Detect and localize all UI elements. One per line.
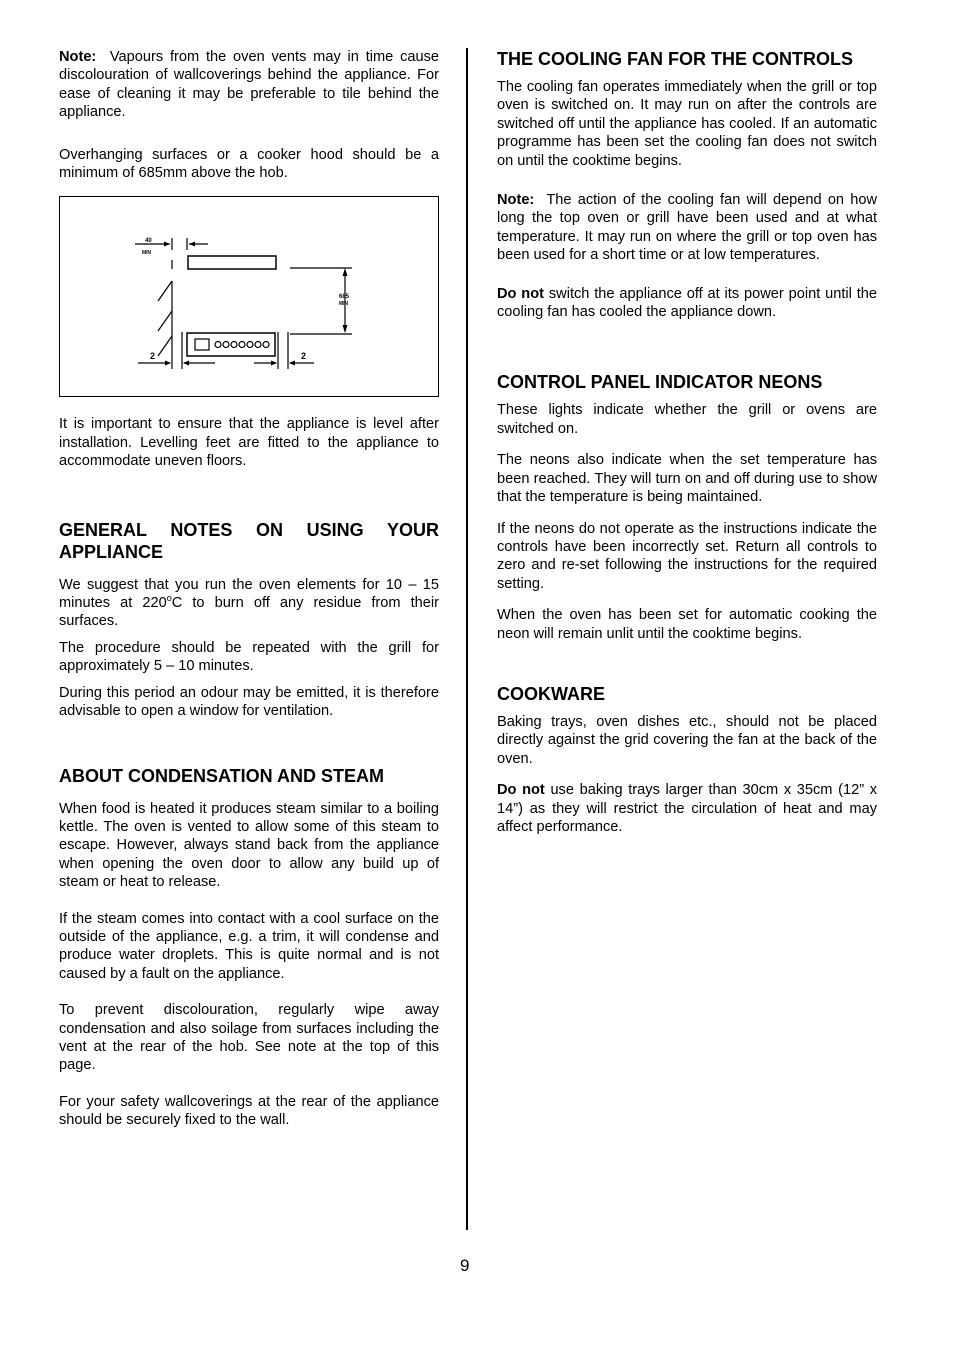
arrow-icon (183, 361, 189, 366)
arrow-icon (271, 361, 277, 366)
dim-40-min-label: MIN (142, 250, 152, 257)
cookware-heading: COOKWARE (497, 683, 605, 704)
general-p3: During this period an odour may be emitted, it is therefore advisable to open a window for ventilation. (59, 684, 439, 720)
dim-2-left-label: 2 (150, 351, 156, 362)
cond-p3: To prevent discolouration, regularly wipe away condensation and also soilage from surfaces including the vent at the rear of the hob. See note at the top of this page. (59, 1002, 439, 1074)
left-column (59, 48, 439, 1130)
cookware-donot-text: use baking trays larger than 30cm x 35cm (12” x 14”) as they will restrict the circulation of heat and may affect performance. (497, 782, 877, 835)
page-number: 9 (460, 1256, 470, 1275)
note-text: Vapours from the oven vents may in time cause discolouration of wallcoverings behind the appliance. For ease of cleaning it may be preferable to tile behind the appliance. (59, 49, 440, 121)
dim-685-label: 685 (339, 294, 350, 301)
dim-40-label: 40 (145, 238, 152, 245)
fan-donot-label: Do not (497, 285, 544, 302)
general-p1-a: We suggest that you run the oven elements for 10 – 15 minutes at 220 (59, 576, 439, 612)
neons-heading: CONTROL PANEL INDICATOR NEONS (497, 372, 823, 393)
control-knob-icon (263, 342, 269, 348)
control-knob-icon (239, 342, 245, 348)
arrow-icon (165, 361, 171, 366)
right-column (497, 48, 877, 836)
general-p1-b: C to burn off any residue from their surfaces. (59, 595, 439, 630)
control-knob-icon (247, 342, 253, 348)
clearance-diagram (59, 196, 439, 397)
general-p2: The procedure should be repeated with the grill for approximately 5 – 10 minutes. (59, 639, 439, 675)
arrow-icon (343, 268, 348, 276)
condensation-heading: ABOUT CONDENSATION AND STEAM (59, 765, 384, 786)
general-p1 (59, 576, 439, 631)
fan-note-text: The action of the cooling fan will depend on how long the top oven or grill have been used and at what temperature. It may run on where the grill or top oven has been used for a short time or at low temperatures. (497, 192, 877, 264)
general-notes-heading: GENERAL NOTES ON USING YOUR APPLIANCE (59, 519, 439, 562)
overhang-text: Overhanging surfaces or a cooker hood should be a minimum of 685mm above the hob. (59, 146, 439, 182)
note-vapours (59, 48, 439, 122)
display-shape (195, 339, 209, 350)
control-knob-icon (215, 342, 221, 348)
arrow-icon (189, 242, 195, 247)
level-text: It is important to ensure that the appliance is level after installation. Levelling feet are fitted to the appliance to accommodate uneven floors. (59, 416, 439, 470)
control-knob-icon (255, 342, 261, 348)
cookware-donot-label: Do not (497, 782, 545, 799)
cookware-p1: Baking trays, oven dishes etc., should not be placed directly against the grid covering the fan at the back of the oven. (497, 713, 877, 767)
fan-donot-text: switch the appliance off at its power point until the cooling fan has cooled the appliance down. (497, 285, 878, 321)
cooker-hood-shape (188, 256, 276, 269)
neons-p2: The neons also indicate when the set temperature has been reached. They will turn on and off during use to show that the temperature is being maintained. (497, 452, 877, 506)
cooling-fan-heading: THE COOLING FAN FOR THE CONTROLS (497, 49, 853, 69)
arrow-icon (164, 242, 170, 247)
control-knob-icon (223, 342, 229, 348)
degree-sup: o (166, 593, 172, 604)
cond-p2: If the steam comes into contact with a cool surface on the outside of the appliance, e.g. a trim, it will condense and produce water droplets. This is quite normal and is not caused by a fault on the appliance. (59, 910, 439, 982)
cookware-donot (497, 781, 877, 836)
neons-p3: If the neons do not operate as the instructions indicate the controls have been incorrectly set. Return all controls to zero and re-set following the instructions for the required setting. (497, 520, 877, 592)
fan-note (497, 191, 877, 265)
neons-p4: When the oven has been set for automatic cooking the neon will remain unlit until the cooktime begins. (497, 607, 877, 642)
column-divider (466, 48, 468, 1230)
note-label: Note: (59, 49, 97, 65)
fan-p1: The cooling fan operates immediately when the grill or top oven is switched on. It may run on after the controls are switched off until the appliance has cooled. If an automatic programme has been set the cooling fan does not switch on until the cooktime begins. (497, 79, 877, 169)
arrow-icon (289, 361, 295, 366)
fan-donot (497, 285, 877, 322)
dim-2-right-label: 2 (301, 351, 307, 362)
clearance-diagram-svg (60, 197, 438, 396)
cond-p4: For your safety wallcoverings at the rear of the appliance should be securely fixed to the wall. (59, 1093, 439, 1129)
neons-p1: These lights indicate whether the grill or ovens are switched on. (497, 402, 877, 437)
cond-p1: When food is heated it produces steam similar to a boiling kettle. The oven is vented to allow some of this steam to escape. However, always stand back from the appliance when opening the oven door to allow any build up of steam or heat to release. (59, 800, 439, 891)
arrow-icon (343, 325, 348, 333)
control-knob-icon (231, 342, 237, 348)
dim-685-min-label: MIN (339, 301, 349, 308)
fan-note-label: Note: (497, 192, 535, 209)
